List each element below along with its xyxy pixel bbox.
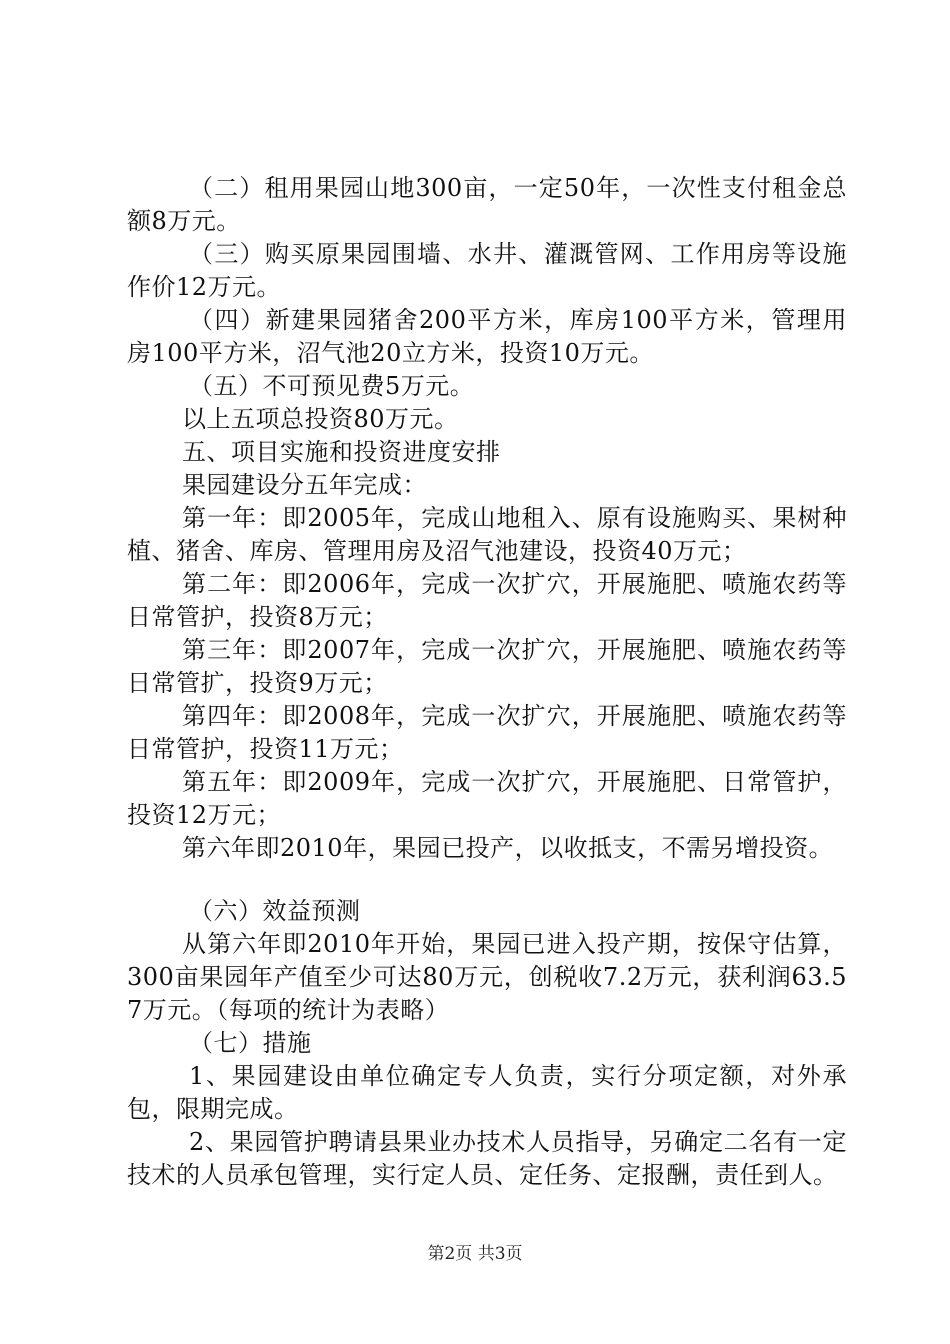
- paragraph-five-years: 果园建设分五年完成：: [182, 471, 427, 499]
- paragraph-benefit-forecast: 从第六年即2010年开始，果园已进入投产期，按保守估算，300亩果园年产值至少可达80万元，创税收7.2万元，获利润63.57万元。（每项的统计为表略）: [127, 930, 847, 1024]
- paragraph-total-investment: 以上五项总投资80万元。: [182, 405, 459, 433]
- paragraph-new-construction: （四）新建果园猪舍200平方米，库房100平方米，管理用房100平方米，沼气池20立方米，投资10万元。: [127, 306, 847, 367]
- paragraph-measure-2: 2、果园管护聘请县果业办技术人员指导，另确定二名有一定技术的人员承包管理，实行定人员、定任务、定报酬，责任到人。: [127, 1128, 847, 1189]
- paragraph-spacer: [127, 865, 847, 895]
- section-heading-schedule: 五、项目实施和投资进度安排: [182, 438, 501, 466]
- paragraph-year-6: 第六年即2010年，果园已投产，以收抵支，不需另增投资。: [182, 834, 834, 862]
- paragraph-measure-1: 1、果园建设由单位确定专人负责，实行分项定额，对外承包，限期完成。: [127, 1062, 847, 1123]
- paragraph-land-lease: （二）租用果园山地300亩，一定50年，一次性支付租金总额8万元。: [127, 174, 847, 235]
- paragraph-year-1: 第一年：即2005年，完成山地租入、原有设施购买、果树种植、猪舍、库房、管理用房及沼气池建设，投资40万元；: [127, 504, 847, 565]
- page-number-footer: 第2页 共3页: [427, 1244, 523, 1264]
- section-heading-measures: （七）措施: [189, 1029, 312, 1057]
- paragraph-year-4: 第四年：即2008年，完成一次扩穴，开展施肥、喷施农药等日常管护，投资11万元；: [127, 702, 847, 763]
- paragraph-facility-purchase: （三）购买原果园围墙、水井、灌溉管网、工作用房等设施作价12万元。: [127, 240, 847, 301]
- document-body: [127, 172, 847, 1192]
- section-heading-benefit: （六）效益预测: [189, 897, 361, 925]
- paragraph-year-3: 第三年：即2007年，完成一次扩穴，开展施肥、喷施农药等日常管扩，投资9万元；: [127, 636, 847, 697]
- paragraph-contingency: （五）不可预见费5万元。: [189, 372, 475, 400]
- paragraph-year-2: 第二年：即2006年，完成一次扩穴，开展施肥、喷施农药等日常管护，投资8万元；: [127, 570, 847, 631]
- paragraph-year-5: 第五年：即2009年，完成一次扩穴，开展施肥、日常管护，投资12万元；: [127, 768, 847, 829]
